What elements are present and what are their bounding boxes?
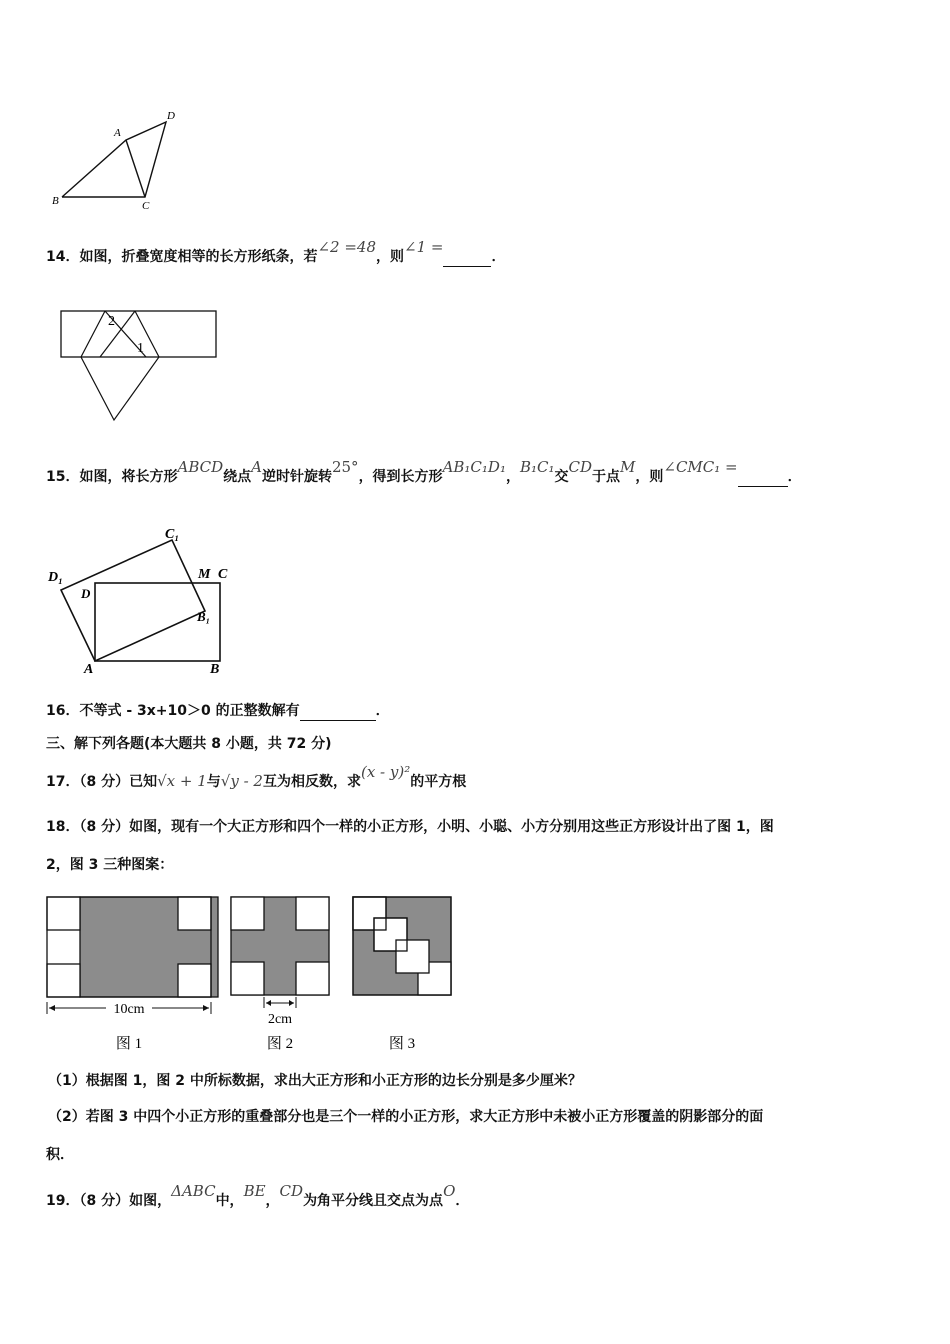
q15-text-6: 交: [554, 469, 569, 485]
q16-post: ．: [375, 703, 390, 719]
q15-math-b1c1: B₁C₁: [519, 458, 555, 476]
pattern-figure-2: [231, 897, 329, 1052]
rotated-rectangle-figure-q15: [40, 520, 240, 680]
q15-math-abcd: ABCD: [177, 458, 224, 476]
dimension-2cm: 2cm: [267, 1012, 293, 1027]
q15-text-8: ，则: [635, 469, 664, 485]
label-d: D: [81, 586, 91, 601]
caption-figure-3: 图 3: [388, 1036, 416, 1052]
label-d1: D₁: [48, 570, 63, 585]
q15-text-4: ，得到长方形: [358, 469, 443, 485]
q15-math-cmc1: ∠CMC₁ =: [663, 458, 738, 476]
q17-text-3: 互为相反数，求: [262, 774, 361, 790]
question-15: [46, 458, 802, 487]
q15-post: ．: [787, 469, 802, 485]
q19-text-2: 中，: [215, 1193, 244, 1209]
q15-math-m: M: [620, 458, 636, 476]
answer-blank-15[interactable]: [738, 470, 788, 487]
q19-number: 19．: [46, 1193, 80, 1209]
caption-figure-1: 图 1: [115, 1036, 143, 1052]
pattern-figure-3: [353, 897, 451, 1052]
question-17: [46, 763, 467, 792]
q19-post: ．: [455, 1193, 470, 1209]
label-c: C: [218, 567, 228, 582]
q19-math-be: BE: [243, 1182, 266, 1200]
q17-text-4: 的平方根: [410, 774, 467, 790]
answer-blank-14[interactable]: [443, 250, 491, 267]
q17-math-square: (x - y)²: [360, 763, 411, 781]
q15-text-1: 如图，将长方形: [79, 469, 178, 485]
q15-math-angle: 25°: [331, 458, 359, 476]
question-19: [46, 1182, 470, 1211]
q15-text-7: 于点: [592, 469, 621, 485]
q15-math-a: A: [251, 458, 262, 476]
label-b1: B₁: [197, 609, 211, 624]
pattern-figure-1: [47, 897, 218, 1052]
label-b: B: [210, 662, 220, 677]
q19-points: （8 分）如图，: [79, 1193, 172, 1209]
q16-text: 16．不等式 - 3x+10＞0 的正整数解有: [46, 703, 300, 719]
question-18-sub-2-line-1: （2）若图 3 中四个小正方形的重叠部分也是三个一样的小正方形，求大正方形中未被小正方形覆盖的阴影部分的面: [48, 1109, 764, 1125]
question-18-line-1: 18．（8 分）如图，现有一个大正方形和四个一样的小正方形，小明、小聪、小方分别用这些正方形设计出了图 1，图: [46, 819, 774, 835]
angle-label-1: 1: [137, 341, 144, 356]
q19-math-o: O: [443, 1182, 456, 1200]
q14-pre: 如图，折叠宽度相等的长方形纸条，若: [79, 249, 318, 265]
q15-text-3: 逆时针旋转: [261, 469, 332, 485]
folded-strip-figure-q14: [55, 305, 225, 430]
q15-text-5: ，: [505, 469, 520, 485]
label-c1: C₁: [165, 527, 180, 542]
label-a: A: [84, 662, 94, 677]
q14-angle2: ∠2 =48: [317, 238, 377, 256]
label-a: A: [114, 127, 121, 139]
q14-angle1: ∠1 =: [404, 238, 444, 256]
question-18-line-2: 2，图 3 三种图案：: [46, 857, 174, 873]
section-3-title: 三、解下列各题(本大题共 8 小题，共 72 分): [46, 736, 332, 752]
q14-post: ．: [491, 249, 506, 265]
q15-text-2: 绕点: [223, 469, 252, 485]
angle-label-2: 2: [108, 314, 115, 329]
q17-math-sqrt-y: √y - 2: [220, 772, 263, 790]
question-18-sub-2-line-2: 积．: [46, 1147, 74, 1163]
caption-figure-2: 图 2: [266, 1036, 294, 1052]
q14-mid: ，则: [376, 249, 405, 265]
q19-math-cd: CD: [279, 1182, 304, 1200]
q19-text-3: ，: [265, 1193, 280, 1209]
q14-number: 14．: [46, 249, 80, 265]
q15-number: 15．: [46, 469, 80, 485]
label-m: M: [198, 567, 211, 582]
label-d: D: [167, 110, 175, 122]
q17-number: 17．: [46, 774, 80, 790]
q17-math-sqrt-x: √x + 1: [157, 772, 207, 790]
question-16: [46, 701, 390, 721]
answer-blank-16[interactable]: [300, 704, 376, 721]
q15-math-cd: CD: [568, 458, 593, 476]
q17-points: （8 分）已知: [79, 774, 158, 790]
question-18-sub-1: （1）根据图 1，图 2 中所标数据，求出大正方形和小正方形的边长分别是多少厘米？: [48, 1073, 582, 1089]
q19-text-4: 为角平分线且交点为点: [303, 1193, 444, 1209]
label-c: C: [142, 200, 150, 212]
square-patterns-figure-q18: [40, 890, 470, 1055]
q15-math-ab1c1d1: AB₁C₁D₁: [442, 458, 506, 476]
q19-math-triangle: ΔABC: [171, 1182, 216, 1200]
question-14: [46, 238, 506, 267]
label-b: B: [52, 195, 59, 207]
q17-text-2: 与: [206, 774, 221, 790]
triangle-figure-q13: [40, 100, 200, 215]
dimension-10cm: 10cm: [113, 1002, 145, 1017]
